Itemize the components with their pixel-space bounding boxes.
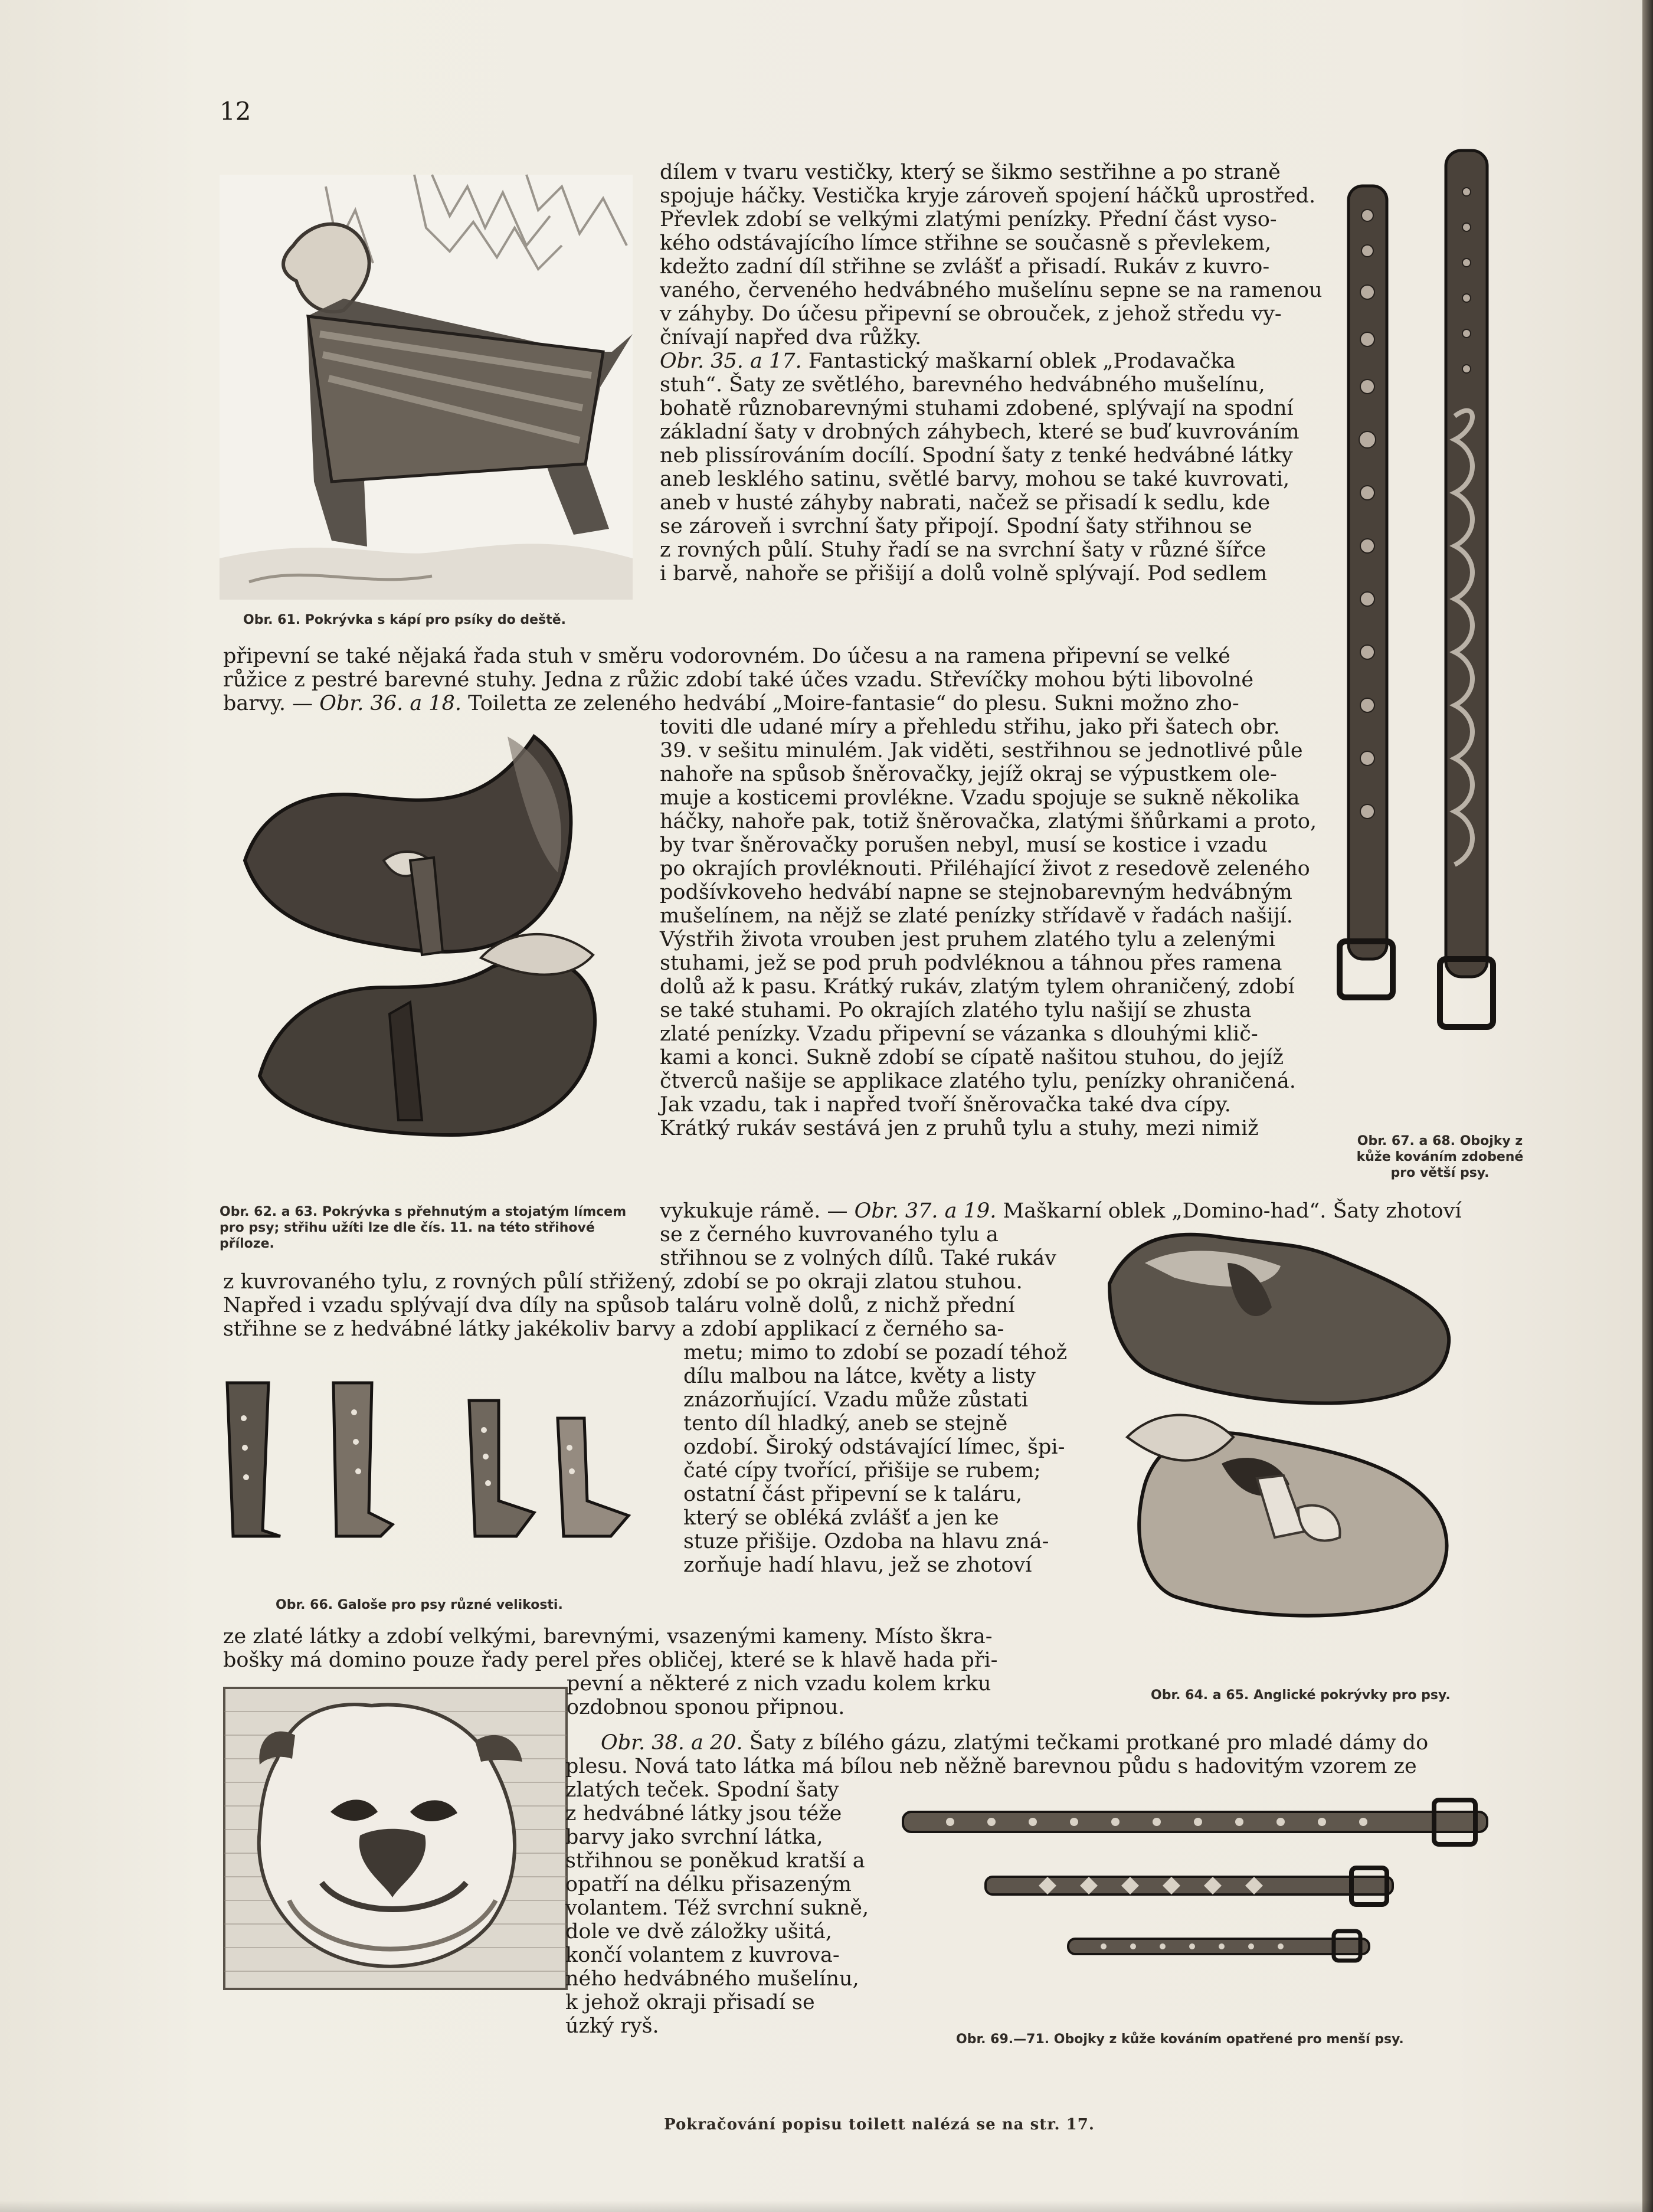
text-line: Výstřih života vrouben jest pruhem zlatého tylu a zelenými — [660, 928, 1276, 951]
text-line: který se obléká zvlášť a jen ke — [683, 1506, 999, 1530]
figure-reference: Obr. 36. a 18. — [319, 692, 461, 715]
text-line: barvy jako svrchní látka, — [565, 1825, 823, 1849]
text-block-lower-wide-2 — [565, 1755, 1518, 1778]
text-line: vykukuje rámě. — Obr. 37. a 19. Maškarní oblek „Domino-had“. Šaty zhotoví — [660, 1199, 1462, 1223]
text-line: vaného, červeného hedvábného mušelínu sepne se na ramenou — [660, 279, 1323, 302]
text-block-column-lower — [683, 1341, 1078, 1577]
text-block-bulldog-side — [567, 1672, 1078, 1719]
text-line: aneb lesklého satinu, světlé barvy, mohou se také kuvrovati, — [660, 467, 1290, 491]
small-dog-collars-illustration — [903, 1800, 1493, 1983]
text-line: háčky, nahoře pak, totiž šněrovačka, zlatými šňůrkami a proto, — [660, 810, 1317, 833]
dog-raincoat-illustration — [220, 175, 633, 600]
text-line: kdežto zadní díl střihne se zvlášť a přisadí. Rukáv z kuvro- — [660, 255, 1270, 279]
text-line: muje a kosticemi provlékne. Vzadu spojuje se sukně několika — [660, 786, 1300, 810]
large-dog-collars-illustration — [1337, 145, 1531, 1059]
text-line: Obr. 35. a 17. Fantastický maškarní oblek „Prodavačka — [660, 349, 1236, 373]
text-line: podšívkoveho hedvábí napne se stejnobarevným hedvábným — [660, 881, 1292, 904]
figure-reference: Obr. 37. a 19. — [854, 1199, 997, 1223]
text-line: zlatých teček. Spodní šaty — [565, 1778, 839, 1802]
figure-reference: Obr. 35. a 17. — [660, 349, 802, 373]
text-line: znázorňující. Vzadu může zůstati — [683, 1388, 1029, 1412]
text-line: Převlek zdobí se velkými zlatými penízky. Přední část vyso- — [660, 208, 1277, 231]
text-line: zlaté penízky. Vzadu připevní se vázanka s dlouhými klič- — [660, 1022, 1258, 1046]
text-line: dole ve dvě záložky ušitá, — [565, 1920, 833, 1943]
text-line: dílu malbou na látce, květy a listy — [683, 1364, 1036, 1388]
text-line: čtverců našije se applikace zlatého tylu, penízky ohraničená. — [660, 1069, 1296, 1093]
text-line: se zároveň i svrchní šaty připojí. Spodní šaty střihnou se — [660, 515, 1252, 538]
text-line: střihne se z hedvábné látky jakékoliv barvy a zdobí applikací z černého sa- — [223, 1317, 1004, 1341]
text-line: bohatě různobarevnými stuhami zdobené, splývají na spodní — [660, 397, 1294, 420]
text-line: základní šaty v drobných záhybech, které se buď kuvrováním — [660, 420, 1300, 444]
text-line: ozdobí. Široký odstávající límec, špi- — [683, 1435, 1065, 1459]
english-dog-coats-illustration — [1104, 1231, 1458, 1620]
text-block-wide-1 — [223, 644, 1324, 715]
text-line: by tvar šněrovačky porušen nebyl, musí se kostice i vzadu — [660, 833, 1268, 857]
text-line: volantem. Též svrchní sukně, — [565, 1896, 869, 1920]
fig66-caption: Obr. 66. Galoše pro psy různé velikosti. — [276, 1598, 563, 1612]
text-line: pevní a některé z nich vzadu kolem krku — [567, 1672, 991, 1696]
text-line: neb plissírováním docílí. Spodní šaty z tenké hedvábné látky — [660, 444, 1293, 467]
text-line: Krátký rukáv sestává jen z pruhů tylu a stuhy, mezi nimiž — [660, 1117, 1259, 1140]
page-edge-shadow — [1642, 0, 1653, 2212]
text-line: se také stuhami. Po okrajích zlatého tylu našijí se zhusta — [660, 999, 1252, 1022]
text-line: z rovných půlí. Stuhy řadí se na svrchní šaty v různé šířce — [660, 538, 1266, 562]
text-line: opatří na délku přisazeným — [565, 1873, 852, 1896]
figure-reference: Obr. 38. a 20. — [601, 1731, 743, 1755]
bulldog-illustration — [224, 1688, 567, 1989]
text-line: dolů až k pasu. Krátký rukáv, zlatým tylem ohraničený, zdobí — [660, 975, 1295, 999]
text-line: 39. v sešitu minulém. Jak viděti, sestřihnou se jednotlivé půle — [660, 739, 1303, 763]
text-line: růžice z pestré barevné stuhy. Jedna z růžic zdobí také účes vzadu. Střevíčky mohou býti libovolné — [223, 668, 1254, 692]
text-line: stuh“. Šaty ze světlého, barevného hedvábného mušelínu, — [660, 373, 1265, 397]
text-line: v záhyby. Do účesu připevní se obrouček, z jehož středu vy- — [660, 302, 1282, 326]
text-line: barvy. — Obr. 36. a 18. Toiletta ze zeleného hedvábí „Moire-fantasie“ do plesu. Sukni možno zho- — [223, 692, 1239, 715]
text-line: čaté cípy tvořící, přišije se rubem; — [683, 1459, 1041, 1483]
text-line: stuhami, jež se pod pruh podvléknou a táhnou přes ramena — [660, 951, 1282, 975]
text-line: z hedvábné látky jsou téže — [565, 1802, 842, 1825]
text-line: mušelínem, na nějž se zlaté penízky střídavě v řadách našijí. — [660, 904, 1293, 928]
text-line: úzký ryš. — [565, 2014, 659, 2038]
text-line: toviti dle udané míry a přehledu střihu, jako při šatech obr. — [660, 715, 1280, 739]
text-block-main-1 — [660, 161, 1325, 585]
text-line: dílem v tvaru vestičky, který se šikmo sestřihne a po straně — [660, 161, 1281, 184]
fig69-71-caption: Obr. 69.—71. Obojky z kůže kováním opatřené pro menší psy. — [956, 2032, 1404, 2047]
text-line: zorňuje hadí hlavu, jež se zhotoví — [683, 1553, 1032, 1577]
text-line: střihnou se poněkud kratší a — [565, 1849, 865, 1873]
text-line: z kuvrovaného tylu, z rovných půlí střižený, zdobí se po okraji zlatou stuhou. — [223, 1270, 1023, 1294]
text-block-wide-2 — [223, 1270, 1076, 1341]
text-line: Jak vzadu, tak i napřed tvoří šněrovačka také dva cípy. — [660, 1093, 1231, 1117]
text-line: spojuje háčky. Vestička kryje zároveň spojení háčků uprostřed. — [660, 184, 1316, 208]
page-number: 12 — [220, 97, 251, 126]
text-line: i barvě, nahoře se přišijí a dolů volně splývají. Pod sedlem — [660, 562, 1268, 585]
text-line: Obr. 38. a 20. Šaty z bílého gázu, zlatými tečkami protkané pro mladé dámy do — [601, 1731, 1429, 1755]
text-line: aneb v husté záhyby nabrati, načež se přisadí k sedlu, kde — [660, 491, 1271, 515]
page-footer: Pokračování popisu toilett nalézá se na str. 17. — [664, 2116, 1095, 2134]
text-line: čnívají napřed dva růžky. — [660, 326, 922, 349]
text-line: ostatní část připevní se k taláru, — [683, 1483, 1023, 1506]
text-line: se z černého kuvrovaného tylu a — [660, 1223, 999, 1246]
text-block-bottom-column — [565, 1778, 872, 2038]
text-line: stuze přišije. Ozdoba na hlavu zná- — [683, 1530, 1049, 1553]
text-line: tento díl hladký, aneb se stejně — [683, 1412, 1008, 1435]
text-block-wide-3 — [223, 1625, 1078, 1672]
text-block-lower-wide — [601, 1731, 1518, 1755]
text-line: končí volantem z kuvrova- — [565, 1943, 840, 1967]
text-line: ného hedvábného mušelínu, — [565, 1967, 859, 1991]
text-line: kami a konci. Sukně zdobí se cípatě našitou stuhou, do jejíž — [660, 1046, 1284, 1069]
text-line: ze zlaté látky a zdobí velkými, barevnými, vsazenými kameny. Místo škra- — [223, 1625, 993, 1648]
text-line: nahoře na spůsob šněrovačky, jejíž okraj se výpustkem ole- — [660, 763, 1277, 786]
fig62-63-caption: Obr. 62. a 63. Pokrývka s přehnutým a stojatým límcem pro psy; střihu užíti lze dle čís. 11. na této střihové příloze. — [220, 1205, 627, 1251]
text-block-middle — [660, 1223, 1078, 1270]
text-line: po okrajích provléknouti. Přiléhající život z resedově zeleného — [660, 857, 1310, 881]
text-line: bošky má domino pouze řady perel přes obličej, které se k hlavě hada při- — [223, 1648, 998, 1672]
text-line: kého odstávajícího límce střihne se současně s převlekem, — [660, 231, 1272, 255]
dog-galoshes-illustration — [221, 1377, 634, 1554]
fig61-caption: Obr. 61. Pokrývka s kápí pro psíky do deště. — [243, 613, 566, 627]
fig64-65-caption: Obr. 64. a 65. Anglické pokrývky pro psy. — [1151, 1688, 1451, 1703]
text-block-main-2 — [660, 715, 1325, 1140]
text-block-line-40 — [660, 1199, 1518, 1223]
text-line: k jehož okraji přisadí se — [565, 1991, 815, 2014]
dog-coat-illustrations — [239, 737, 623, 1156]
text-line: Napřed i vzadu splývají dva díly na spůsob taláru volně dolů, z nichž přední — [223, 1294, 1015, 1317]
text-line: plesu. Nová tato látka má bílou neb něžně barevnou půdu s hadovitým vzorem ze — [565, 1755, 1417, 1778]
text-line: ozdobnou sponou připnou. — [567, 1696, 845, 1719]
text-line: střihnou se z volných dílů. Také rukáv — [660, 1246, 1057, 1270]
text-line: metu; mimo to zdobí se pozadí téhož — [683, 1341, 1068, 1364]
text-line: připevní se také nějaká řada stuh v směru vodorovném. Do účesu a na ramena připevní se velké — [223, 644, 1230, 668]
page-bottom-shadow — [0, 2200, 1653, 2212]
fig67-68-caption: Obr. 67. a 68. Obojky z kůže kováním zdobené pro větší psy. — [1356, 1134, 1524, 1180]
